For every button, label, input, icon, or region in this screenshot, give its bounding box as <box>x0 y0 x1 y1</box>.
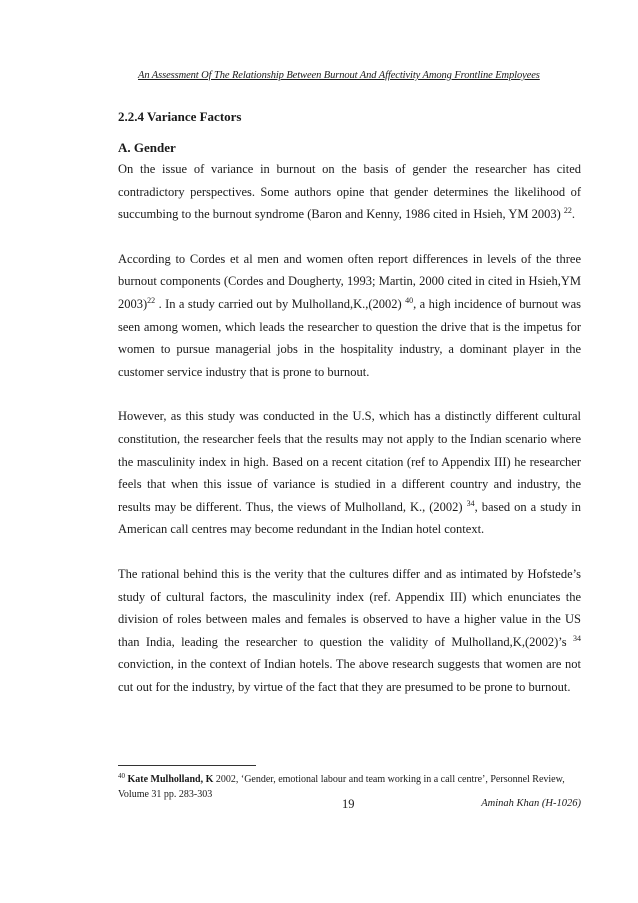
paragraph-text: , based on a study in American call centres may become redundant in the Indian hotel context. <box>118 499 581 537</box>
citation-superscript: 22 <box>147 295 156 305</box>
paragraph-rationale <box>118 563 581 699</box>
main-content <box>118 108 581 698</box>
paragraph-text: , a high incidence of burnout was seen among women, which leads the researcher to question the drive that is the impetus for women to pursue managerial jobs in the hospitality industry, a dominant player in the customer service industry that is prone to burnout. <box>118 296 581 379</box>
running-header: An Assessment Of The Relationship Between Burnout And Affectivity Among Frontline Employees <box>138 70 540 81</box>
footnote-divider <box>118 765 256 766</box>
footnote-text: 2002, ‘Gender, emotional labour and team working in a call centre’, Personnel Review, Volume 31 pp. 283-303 <box>118 774 565 800</box>
paragraph-text: According to Cordes et al men and women often report differences in levels of the three burnout components (Cordes and Dougherty, 1993; Martin, 2000 cited in cited in Hsieh,YM 2003) <box>118 251 581 311</box>
paragraph-cordes-study <box>118 248 581 384</box>
citation-superscript: 34 <box>466 498 475 508</box>
footer-author: Aminah Khan (H-1026) <box>481 798 581 809</box>
paragraph-text: conviction, in the context of Indian hotels. The above research suggests that women are not cut out for the industry, by virtue of the fact that they are presumed to be prone to burnout. <box>118 657 581 694</box>
paragraph-text: . In a study carried out by Mulholland,K.,(2002) <box>155 296 406 311</box>
paragraph-gender-perspectives <box>118 158 581 226</box>
footnote-marker: 40 <box>118 772 125 780</box>
subsection-heading: A. Gender <box>118 140 176 155</box>
citation-superscript: 34 <box>573 633 581 643</box>
paragraph-text: . <box>571 207 575 222</box>
page-number: 19 <box>342 797 355 811</box>
paragraph-text: However, as this study was conducted in the U.S, which has a distinctly different cultural constitution, the researcher feels that the results may not apply to the Indian scenario where the masculinity index in high. Based on a recent citation (ref to Appendix III) he researcher feels that when this issue of variance is studied in a different country and industry, the results may be different. Thus, the views of Mulholland, K., (2002) <box>118 409 581 514</box>
paragraph-us-study <box>118 405 581 541</box>
paragraph-text: The rational behind this is the verity that the cultures differ and as intimated by Hofstede’s study of cultural factors, the masculinity index (ref. Appendix III) which enunciates the division of roles between males and females is observed to have a higher value in the US than India, leading the researcher to question the validity of Mulholland,K,(2002)’s <box>118 566 581 649</box>
section-heading: 2.2.4 Variance Factors <box>118 109 242 124</box>
footnote-reference: 40 <box>405 295 414 305</box>
footnote-author: Kate Mulholland, K <box>127 774 214 785</box>
citation-superscript: 22 <box>563 206 572 216</box>
paragraph-text: On the issue of variance in burnout on the basis of gender the researcher has cited contradictory perspectives. Some authors opine that gender determines the likelihood of succumbing to the burnout syndrome (Baron and Kenny, 1986 cited in Hsieh, YM 2003) <box>118 162 581 222</box>
